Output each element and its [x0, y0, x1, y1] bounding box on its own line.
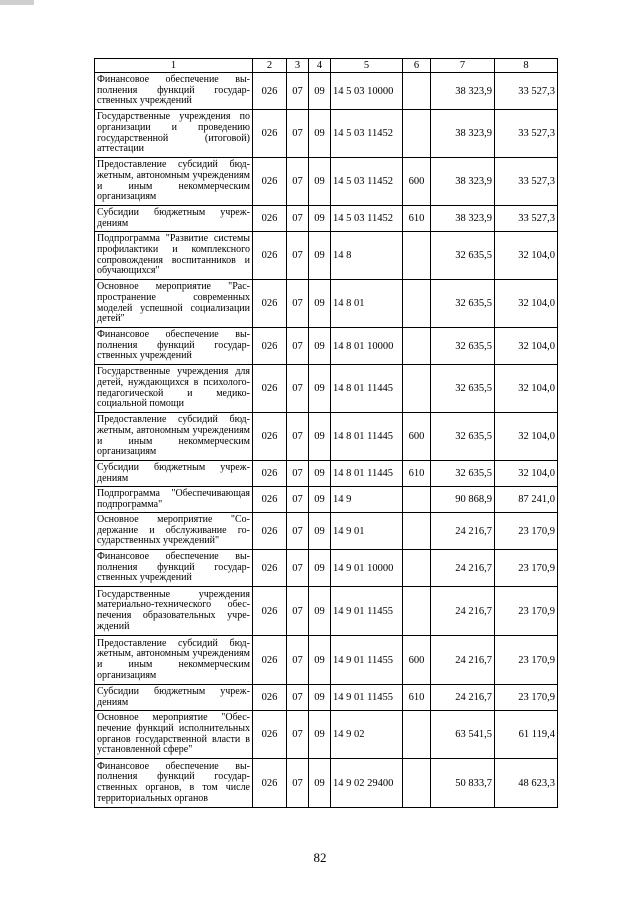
section-code: 07 [287, 636, 309, 685]
subsection-code: 09 [309, 550, 331, 587]
expense-type [403, 280, 431, 328]
expense-type [403, 487, 431, 513]
column-header: 6 [403, 59, 431, 73]
amount-col8: 32 104,0 [495, 365, 558, 413]
row-name: Подпрограмма "Обеспечивающая подпрограмма" [95, 487, 253, 513]
target-article: 14 5 03 10000 [331, 73, 403, 110]
row-name: Государственные учреждения по организации и проведению государственной (итоговой) аттестации [95, 110, 253, 158]
amount-col7: 90 868,9 [431, 487, 495, 513]
row-name: Финансовое обеспечение выполнения функций государственных органов, в том числе территориальных органов [95, 759, 253, 808]
table-row [95, 413, 558, 461]
ministry-code: 026 [253, 280, 287, 328]
row-name: Подпрограмма "Развитие системы профилактики и комплексного сопровождения воспитанников и обучающихся" [95, 232, 253, 280]
amount-col7: 24 216,7 [431, 513, 495, 550]
subsection-code: 09 [309, 158, 331, 206]
row-name: Предоставление субсидий бюджетным, автономным учреждениям и иным некоммерческим организациям [95, 158, 253, 206]
section-code: 07 [287, 328, 309, 365]
section-code: 07 [287, 365, 309, 413]
table-row [95, 759, 558, 808]
row-name: Финансовое обеспечение выполнения функций государственных учреждений [95, 550, 253, 587]
row-name: Основное мероприятие "Обеспечение функций исполнительных органов государственной власти в установленной сфере" [95, 711, 253, 759]
page-number: 82 [313, 850, 327, 865]
amount-col8: 33 527,3 [495, 158, 558, 206]
target-article: 14 9 02 [331, 711, 403, 759]
amount-col8: 32 104,0 [495, 328, 558, 365]
expense-type: 610 [403, 461, 431, 487]
section-code: 07 [287, 461, 309, 487]
amount-col8: 61 119,4 [495, 711, 558, 759]
amount-col7: 32 635,5 [431, 280, 495, 328]
target-article: 14 9 01 11455 [331, 636, 403, 685]
ministry-code: 026 [253, 636, 287, 685]
expense-type: 610 [403, 206, 431, 232]
amount-col8: 32 104,0 [495, 232, 558, 280]
section-code: 07 [287, 711, 309, 759]
amount-col8: 23 170,9 [495, 513, 558, 550]
expense-type: 600 [403, 413, 431, 461]
table-row [95, 158, 558, 206]
subsection-code: 09 [309, 328, 331, 365]
target-article: 14 9 01 11455 [331, 587, 403, 636]
row-name: Субсидии бюджетным учреждениям [95, 461, 253, 487]
table-row [95, 636, 558, 685]
target-article: 14 8 01 11445 [331, 365, 403, 413]
expense-type: 610 [403, 685, 431, 711]
subsection-code: 09 [309, 280, 331, 328]
ministry-code: 026 [253, 232, 287, 280]
section-code: 07 [287, 759, 309, 808]
row-name: Предоставление субсидий бюджетным, автономным учреждениям и иным некоммерческим организациям [95, 636, 253, 685]
amount-col8: 33 527,3 [495, 73, 558, 110]
column-header: 4 [309, 59, 331, 73]
ministry-code: 026 [253, 487, 287, 513]
subsection-code: 09 [309, 206, 331, 232]
expense-type [403, 110, 431, 158]
amount-col7: 32 635,5 [431, 365, 495, 413]
column-header: 3 [287, 59, 309, 73]
column-header: 5 [331, 59, 403, 73]
table-row [95, 550, 558, 587]
table-row [95, 365, 558, 413]
expense-type [403, 328, 431, 365]
amount-col8: 32 104,0 [495, 413, 558, 461]
target-article: 14 9 01 11455 [331, 685, 403, 711]
ministry-code: 026 [253, 328, 287, 365]
row-name: Государственные учреждения для детей, нуждающихся в психолого-педагогической и медико-социальной помощи [95, 365, 253, 413]
amount-col7: 63 541,5 [431, 711, 495, 759]
budget-table [94, 58, 558, 808]
ministry-code: 026 [253, 206, 287, 232]
row-name: Субсидии бюджетным учреждениям [95, 206, 253, 232]
ministry-code: 026 [253, 685, 287, 711]
ministry-code: 026 [253, 413, 287, 461]
amount-col8: 33 527,3 [495, 110, 558, 158]
column-header: 7 [431, 59, 495, 73]
amount-col7: 24 216,7 [431, 685, 495, 711]
section-code: 07 [287, 280, 309, 328]
expense-type [403, 232, 431, 280]
target-article: 14 9 01 [331, 513, 403, 550]
target-article: 14 8 01 11445 [331, 413, 403, 461]
table-row [95, 280, 558, 328]
ministry-code: 026 [253, 711, 287, 759]
target-article: 14 8 [331, 232, 403, 280]
amount-col8: 33 527,3 [495, 206, 558, 232]
amount-col8: 23 170,9 [495, 685, 558, 711]
subsection-code: 09 [309, 711, 331, 759]
amount-col7: 32 635,5 [431, 413, 495, 461]
amount-col7: 24 216,7 [431, 587, 495, 636]
column-number-row [95, 59, 558, 73]
ministry-code: 026 [253, 73, 287, 110]
subsection-code: 09 [309, 487, 331, 513]
target-article: 14 8 01 11445 [331, 461, 403, 487]
section-code: 07 [287, 206, 309, 232]
amount-col8: 48 623,3 [495, 759, 558, 808]
ministry-code: 026 [253, 587, 287, 636]
subsection-code: 09 [309, 232, 331, 280]
section-code: 07 [287, 513, 309, 550]
section-code: 07 [287, 110, 309, 158]
amount-col7: 24 216,7 [431, 550, 495, 587]
subsection-code: 09 [309, 413, 331, 461]
amount-col7: 38 323,9 [431, 158, 495, 206]
table-row [95, 232, 558, 280]
row-name: Финансовое обеспечение выполнения функций государственных учреждений [95, 328, 253, 365]
table-row [95, 110, 558, 158]
row-name: Субсидии бюджетным учреждениям [95, 685, 253, 711]
table-row [95, 513, 558, 550]
expense-type: 600 [403, 158, 431, 206]
expense-type [403, 73, 431, 110]
subsection-code: 09 [309, 365, 331, 413]
amount-col7: 50 833,7 [431, 759, 495, 808]
table-row [95, 487, 558, 513]
row-name: Финансовое обеспечение выполнения функций государственных учреждений [95, 73, 253, 110]
subsection-code: 09 [309, 73, 331, 110]
subsection-code: 09 [309, 759, 331, 808]
table-row [95, 685, 558, 711]
scan-artifact [0, 0, 34, 5]
column-header: 2 [253, 59, 287, 73]
amount-col8: 32 104,0 [495, 461, 558, 487]
target-article: 14 9 [331, 487, 403, 513]
row-name: Основное мероприятие "Содержание и обслуживание государственных учреждений" [95, 513, 253, 550]
row-name: Предоставление субсидий бюджетным, автономным учреждениям и иным некоммерческим организациям [95, 413, 253, 461]
subsection-code: 09 [309, 587, 331, 636]
expense-type [403, 513, 431, 550]
section-code: 07 [287, 587, 309, 636]
amount-col7: 38 323,9 [431, 110, 495, 158]
subsection-code: 09 [309, 110, 331, 158]
target-article: 14 5 03 11452 [331, 110, 403, 158]
amount-col8: 23 170,9 [495, 636, 558, 685]
amount-col7: 32 635,5 [431, 232, 495, 280]
amount-col7: 38 323,9 [431, 206, 495, 232]
subsection-code: 09 [309, 461, 331, 487]
section-code: 07 [287, 158, 309, 206]
ministry-code: 026 [253, 158, 287, 206]
amount-col8: 87 241,0 [495, 487, 558, 513]
row-name: Государственные учреждения материально-технического обеспечения образовательных учреждений [95, 587, 253, 636]
table-row [95, 461, 558, 487]
amount-col8: 23 170,9 [495, 550, 558, 587]
amount-col7: 24 216,7 [431, 636, 495, 685]
ministry-code: 026 [253, 461, 287, 487]
column-header: 8 [495, 59, 558, 73]
section-code: 07 [287, 73, 309, 110]
ministry-code: 026 [253, 365, 287, 413]
column-header: 1 [95, 59, 253, 73]
ministry-code: 026 [253, 513, 287, 550]
expense-type [403, 759, 431, 808]
ministry-code: 026 [253, 550, 287, 587]
table-row [95, 206, 558, 232]
target-article: 14 9 02 29400 [331, 759, 403, 808]
table-body [95, 73, 558, 808]
subsection-code: 09 [309, 636, 331, 685]
amount-col7: 32 635,5 [431, 328, 495, 365]
section-code: 07 [287, 232, 309, 280]
expense-type [403, 711, 431, 759]
section-code: 07 [287, 487, 309, 513]
section-code: 07 [287, 413, 309, 461]
amount-col7: 32 635,5 [431, 461, 495, 487]
expense-type: 600 [403, 636, 431, 685]
amount-col7: 38 323,9 [431, 73, 495, 110]
subsection-code: 09 [309, 513, 331, 550]
expense-type [403, 365, 431, 413]
row-name: Основное мероприятие "Распространение современных моделей успешной социализации детей" [95, 280, 253, 328]
table-row [95, 587, 558, 636]
ministry-code: 026 [253, 110, 287, 158]
target-article: 14 8 01 [331, 280, 403, 328]
expense-type [403, 587, 431, 636]
target-article: 14 8 01 10000 [331, 328, 403, 365]
section-code: 07 [287, 550, 309, 587]
ministry-code: 026 [253, 759, 287, 808]
amount-col8: 32 104,0 [495, 280, 558, 328]
subsection-code: 09 [309, 685, 331, 711]
section-code: 07 [287, 685, 309, 711]
expense-type [403, 550, 431, 587]
table-row [95, 328, 558, 365]
amount-col8: 23 170,9 [495, 587, 558, 636]
table-row [95, 73, 558, 110]
target-article: 14 5 03 11452 [331, 206, 403, 232]
target-article: 14 5 03 11452 [331, 158, 403, 206]
target-article: 14 9 01 10000 [331, 550, 403, 587]
table-row [95, 711, 558, 759]
